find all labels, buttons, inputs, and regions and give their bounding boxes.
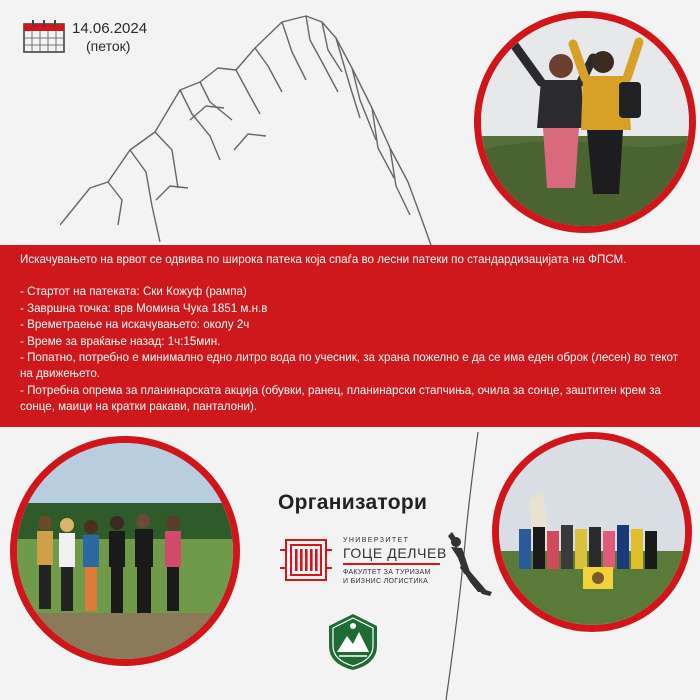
university-name: ГОЦЕ ДЕЛЧЕВ — [343, 545, 447, 561]
spacer — [20, 268, 680, 284]
club-emblem-icon — [325, 612, 381, 672]
group-photo-right — [492, 432, 692, 632]
university-logo-icon — [280, 537, 332, 583]
organizers-title: Организатори — [278, 491, 428, 514]
info-band — [0, 245, 700, 427]
group-photo-left — [10, 436, 240, 666]
info-item-equipment: - Потребна опрема за планинарската акција (обувки, ранец, планинарски стапчиња, очила за сонце, заштитен крем за сонце, маици на кратки ракави, панталони). — [20, 383, 661, 414]
climber-icon — [440, 432, 500, 700]
info-item-return-time: - Време за враќање назад: 1ч:15мин. — [20, 334, 221, 348]
university-divider — [343, 563, 440, 565]
info-intro: Искачувањето на врвот се одвива по широка патека која спаѓа во лесни патеки по стандардизацијата на ФПСМ. — [20, 253, 627, 266]
hikers-photo-top — [474, 11, 696, 233]
university-label: УНИВЕРЗИТЕТ — [343, 537, 410, 544]
info-item-start: - Стартот на патеката: Ски Кожуф (рампа) — [20, 285, 247, 299]
mountain-outline-icon — [60, 10, 500, 250]
faculty-line-2: И БИЗНИС ЛОГИСТИКА — [343, 578, 429, 585]
event-weekday: (петок) — [86, 38, 131, 54]
event-date: 14.06.2024 — [72, 20, 148, 37]
faculty-line-1: ФАКУЛТЕТ ЗА ТУРИЗАМ — [343, 569, 431, 576]
info-item-water-food: - Попатно, потребно е минимално едно литро вода по учесник, за храна пожелно е да се има еден оброк (лесен) во текот на движењето. — [20, 351, 679, 381]
info-item-duration: - Времетраење на искачувањето: околу 2ч — [20, 318, 250, 332]
info-item-end-point: - Завршна точка: врв Момина Чука 1851 м.н.в — [20, 301, 268, 315]
